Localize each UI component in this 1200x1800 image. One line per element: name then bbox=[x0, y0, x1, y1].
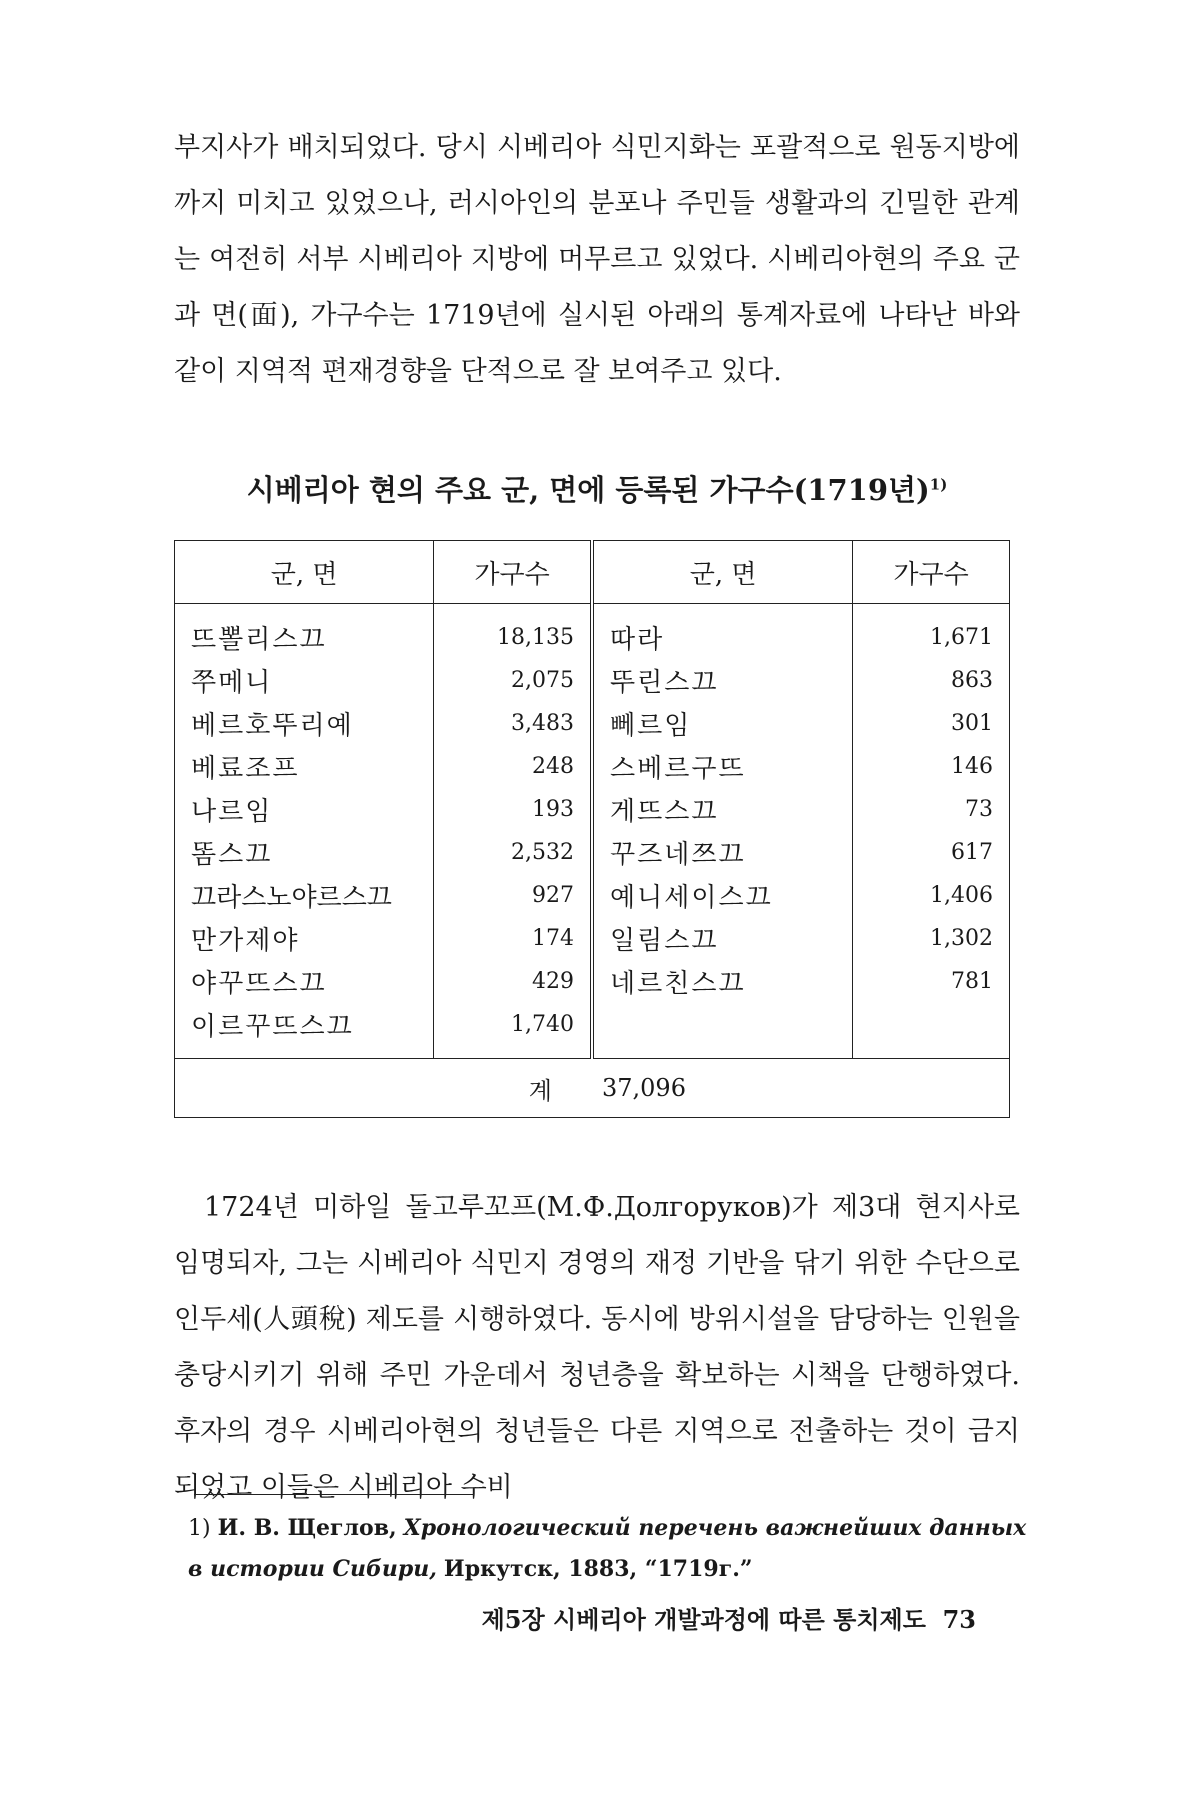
household-count: 3,483 bbox=[434, 702, 592, 745]
household-count: 2,075 bbox=[434, 659, 592, 702]
household-count: 248 bbox=[434, 745, 592, 788]
household-table bbox=[174, 540, 1010, 1118]
running-title: 제5장 시베리아 개발과정에 따른 통치제도 bbox=[481, 1605, 926, 1634]
region-name: 똠스끄 bbox=[191, 840, 273, 870]
region-name: 게뜨스끄 bbox=[592, 788, 853, 831]
table-title-text: 시베리아 현의 주요 군, 면에 등록된 가구수(1719년) bbox=[246, 473, 930, 507]
footnote-divider bbox=[194, 1494, 474, 1495]
household-count: 1,671 bbox=[853, 604, 1010, 660]
region-name: 끄라스노야르스끄 bbox=[191, 883, 392, 913]
region-name: 뻬르임 bbox=[592, 702, 853, 745]
region-name: 꾸즈네쯔끄 bbox=[592, 831, 853, 874]
household-count: 927 bbox=[434, 874, 592, 917]
region-name: 만가제야 bbox=[191, 926, 300, 956]
table-title-footnote-marker: 1) bbox=[929, 475, 948, 494]
table-row bbox=[175, 745, 1010, 788]
region-name: 베료조프 bbox=[191, 754, 300, 784]
household-count: 2,532 bbox=[434, 831, 592, 874]
household-count: 1,302 bbox=[853, 917, 1010, 960]
table-row bbox=[175, 659, 1010, 702]
total-value: 37,096 bbox=[592, 1059, 1010, 1118]
region-name: 뜨뽈리스끄 bbox=[191, 625, 327, 655]
table-row bbox=[175, 874, 1010, 917]
region-name: 예니세이스끄 bbox=[592, 874, 853, 917]
region-name: 쭈메니 bbox=[191, 668, 273, 698]
region-name: 따라 bbox=[592, 604, 853, 660]
table-row bbox=[175, 1003, 1010, 1059]
household-count: 1,406 bbox=[853, 874, 1010, 917]
household-count: 193 bbox=[434, 788, 592, 831]
region-name: 일림스끄 bbox=[592, 917, 853, 960]
household-count: 429 bbox=[434, 960, 592, 1003]
header-households-2: 가구수 bbox=[853, 541, 1010, 604]
table-row bbox=[175, 831, 1010, 874]
footnote-marker: 1) bbox=[188, 1516, 211, 1541]
body-paragraph-1: 부지사가 배치되었다. 당시 시베리아 식민지화는 포괄적으로 원동지방에까지 미치고 있었으나, 러시아인의 분포나 주민들 생활과의 긴밀한 관계는 여전히 서부 시베리아 지방에 머무르고 있었다. 시베리아현의 주요 군과 면(面), 가구수는 1719년에 실시된 아래의 통계자료에 나타난 바와 같이 지역적 편재경향을 단적으로 잘 보여주고 있다. bbox=[174, 132, 1020, 387]
table-total-row bbox=[175, 1059, 1010, 1118]
table-header-row bbox=[175, 541, 1010, 604]
footnote-place-year: Иркутск, 1883, “1719г.” bbox=[443, 1556, 753, 1582]
household-count: 863 bbox=[853, 659, 1010, 702]
table-title bbox=[174, 468, 1020, 509]
header-households-1: 가구수 bbox=[434, 541, 592, 604]
region-name: 나르임 bbox=[191, 797, 273, 827]
table-row bbox=[175, 702, 1010, 745]
page-number: 73 bbox=[942, 1605, 976, 1634]
header-region-2: 군, 면 bbox=[592, 541, 853, 604]
footnote-work-title: Хронологический перечень важнейших данных в истории Сибири, bbox=[188, 1515, 1027, 1582]
region-name: 베르호뚜리예 bbox=[191, 711, 354, 741]
household-count: 18,135 bbox=[434, 604, 592, 660]
household-count: 174 bbox=[434, 917, 592, 960]
table-row bbox=[175, 788, 1010, 831]
table-row bbox=[175, 604, 1010, 660]
region-name bbox=[592, 1003, 853, 1059]
household-count: 146 bbox=[853, 745, 1010, 788]
footnote-author: И. В. Щеглов, bbox=[217, 1515, 397, 1541]
body-paragraph-2: 1724년 미하일 돌고루꼬프(M.Ф.Долгоруков)가 제3대 현지사로 임명되자, 그는 시베리아 식민지 경영의 재정 기반을 닦기 위한 수단으로 인두세(人頭稅) 제도를 시행하였다. 동시에 방위시설을 담당하는 인원을 충당시키기 위해 주민 가운데서 청년층을 확보하는 시책을 단행하였다. 후자의 경우 시베리아현의 청년들은 다른 지역으로 전출하는 것이 금지되었고 이들은 시베리아 수비 bbox=[174, 1192, 1020, 1503]
running-footer bbox=[482, 1600, 976, 1635]
region-name: 야꾸뜨스끄 bbox=[191, 969, 327, 999]
region-name: 네르친스끄 bbox=[592, 960, 853, 1003]
household-count bbox=[853, 1003, 1010, 1059]
household-count: 1,740 bbox=[434, 1003, 592, 1059]
table-row bbox=[175, 917, 1010, 960]
table-row bbox=[175, 960, 1010, 1003]
region-name: 이르꾸뜨스끄 bbox=[191, 1012, 354, 1042]
footnote bbox=[188, 1508, 1028, 1590]
header-region-1: 군, 면 bbox=[175, 541, 434, 604]
region-name: 뚜린스끄 bbox=[592, 659, 853, 702]
household-count: 617 bbox=[853, 831, 1010, 874]
total-label: 계 bbox=[175, 1059, 592, 1118]
region-name: 스베르구뜨 bbox=[592, 745, 853, 788]
household-count: 73 bbox=[853, 788, 1010, 831]
household-count: 301 bbox=[853, 702, 1010, 745]
household-count: 781 bbox=[853, 960, 1010, 1003]
